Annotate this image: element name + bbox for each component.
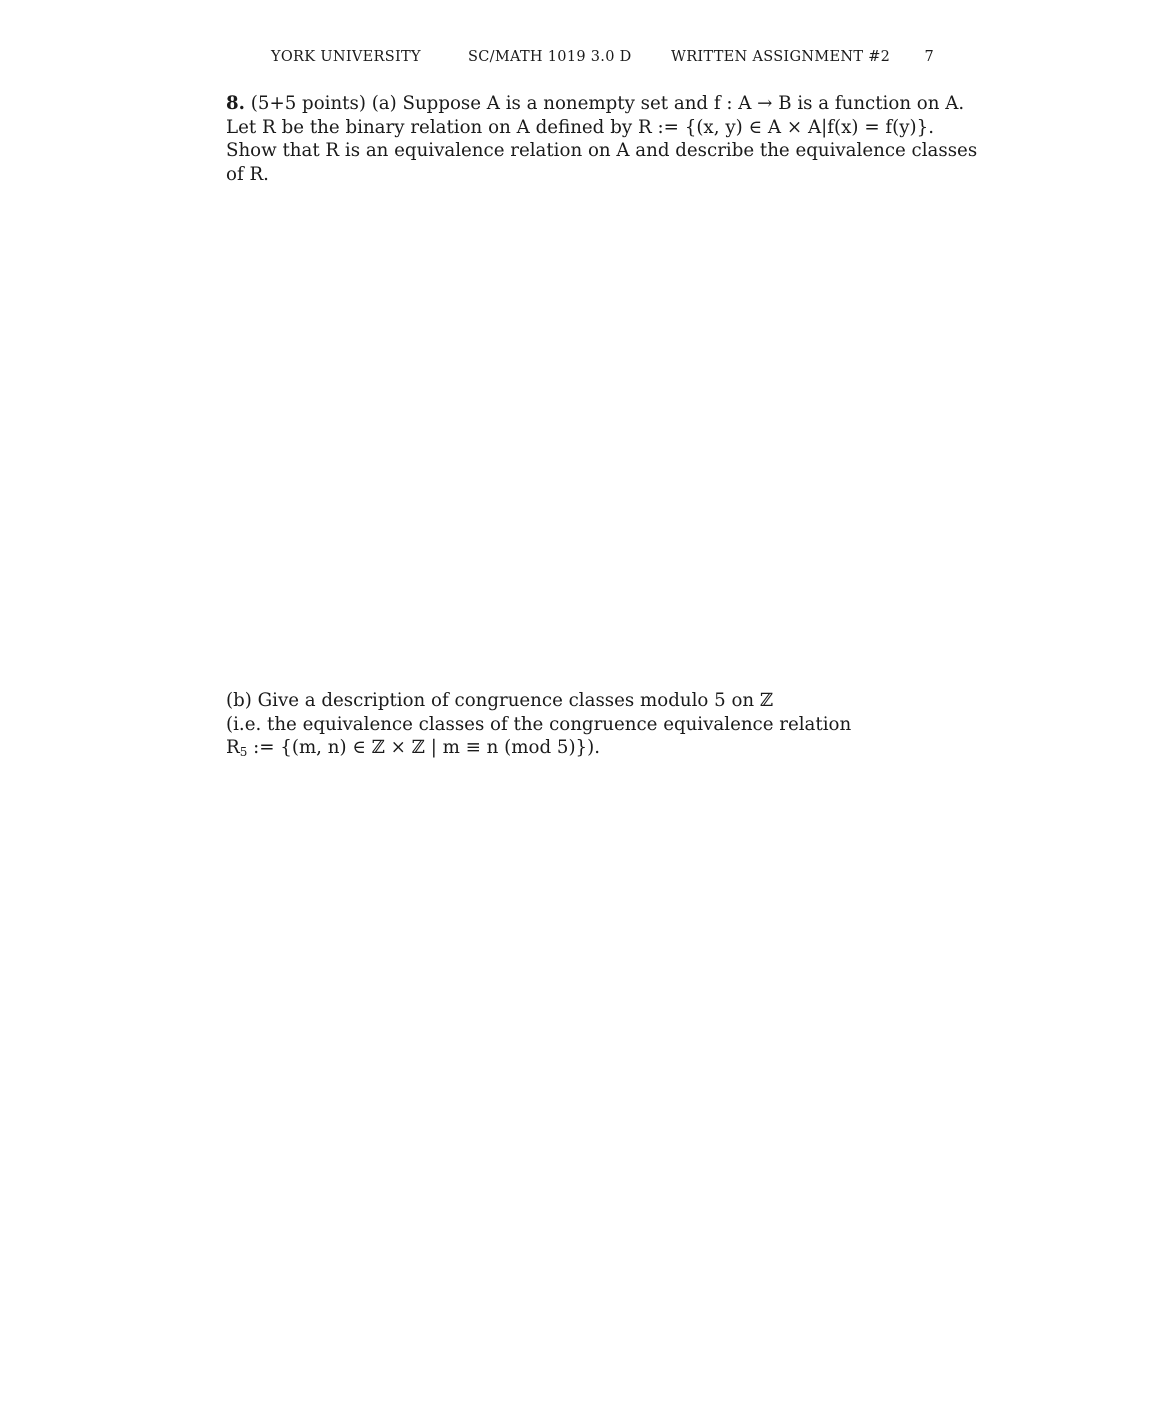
formula-symbol: R [226,737,240,758]
header-course: SC/MATH 1019 3.0 D [468,49,632,65]
question-8-part-a [226,92,978,186]
header-university: YORK UNIVERSITY [271,49,421,65]
header-assignment: WRITTEN ASSIGNMENT #2 [671,49,891,65]
part-b-line-1: (b) Give a description of congruence classes modulo 5 on ℤ [226,690,774,711]
header-page-number: 7 [924,49,934,65]
part-a-line-1-text: (5+5 points) (a) Suppose A is a nonempty set and f : A → B is a function on A. [250,93,965,114]
question-number: 8. [226,93,245,114]
part-b-line-2: (i.e. the equivalence classes of the congruence equivalence relation [226,713,852,735]
part-a-line-1 [226,92,965,116]
part-a-line-2: Let R be the binary relation on A defined by R := {(x, y) ∈ A × A|f(x) = f(y)}. [226,116,934,138]
part-b-formula [226,736,934,765]
formula-subscript: 5 [239,745,248,759]
running-header [271,49,934,69]
part-a-line-4: of R. [226,163,269,185]
question-8-part-b [226,689,934,765]
part-a-line-3: Show that R is an equivalence relation on A and describe the equivalence classes [226,140,978,161]
formula-rest: := {(m, n) ∈ ℤ × ℤ | m ≡ n (mod 5)}). [247,737,601,758]
